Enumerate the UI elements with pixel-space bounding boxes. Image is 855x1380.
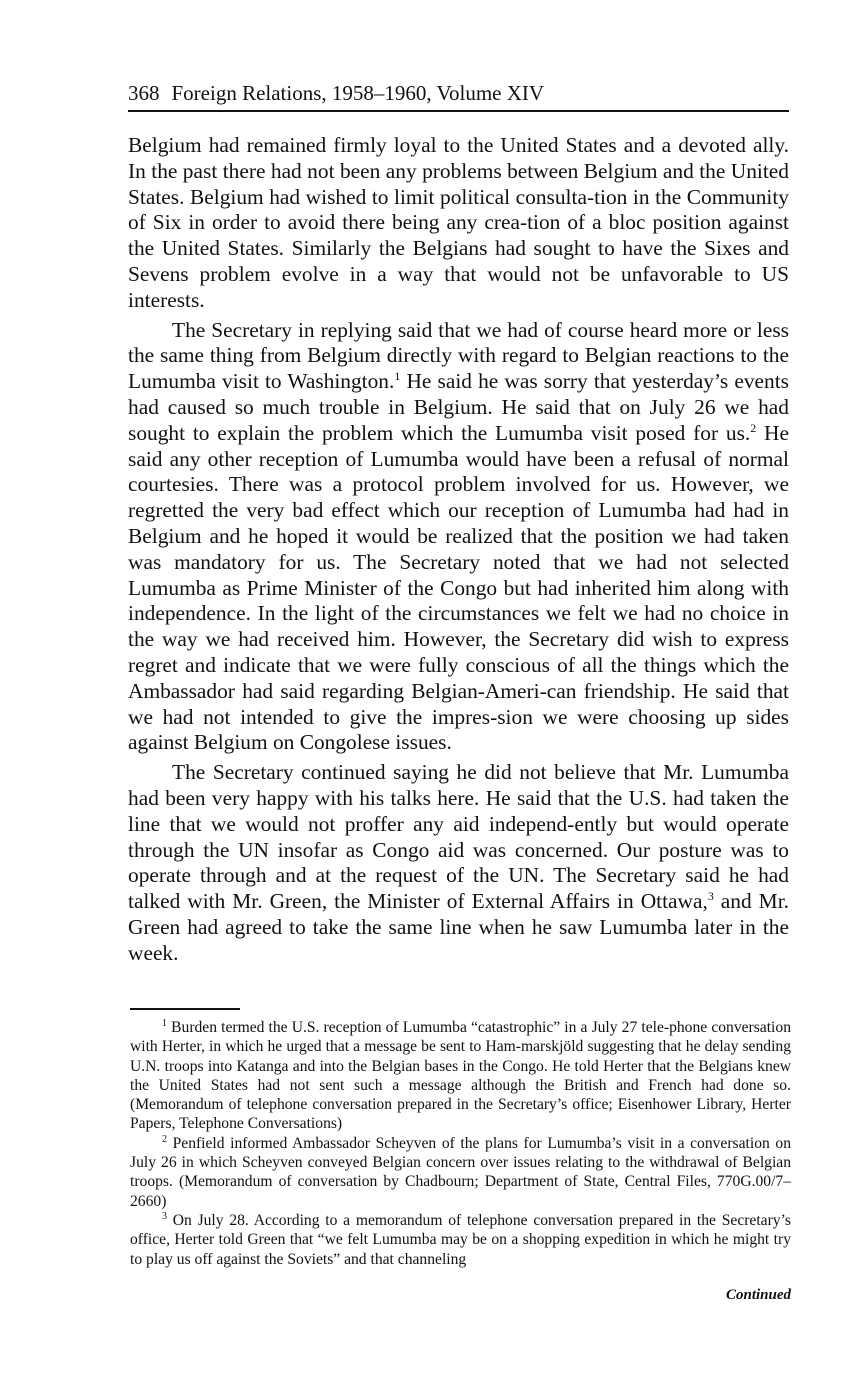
footnote-ref-1: 1	[394, 369, 401, 384]
continued-label: Continued	[725, 1287, 791, 1303]
main-text	[128, 133, 789, 971]
volume-title: Foreign Relations, 1958–1960, Volume XIV	[171, 81, 545, 105]
footnote-ref-3: 3	[707, 889, 714, 904]
footnote-3: $^3$ On July 28. According to a memorandum of telephone conversation prepared in the Secretary’s office, Herter told Green that “we felt Lumumba may be on a shopping expedition in which he might try to play us off against the Soviets” and that channeling	[130, 1210, 791, 1268]
footnote-ref-2: 2	[750, 420, 757, 435]
footnotes	[130, 1018, 791, 1269]
footnote-divider	[130, 1008, 240, 1010]
paragraph-3: The Secretary continued saying he did not believe that Mr. Lumumba had been very happy with his talks here. He said that the U.S. had taken the line that we would not proffer any aid independ-ently but would operate through the UN insofar as Congo aid was concerned. Our posture was to operate through and at the request of the UN. The Secretary said he had talked with Mr. Green, the Minister of External Affairs in Ottawa,$^3$ and Mr. Green had agreed to take the same line when he saw Lumumba later in the week.	[128, 760, 789, 965]
footnote-1: $^1$ Burden termed the U.S. reception of Lumumba “catastrophic” in a July 27 tele-phone conversation with Herter, in which he urged that a message be sent to Ham-marskjöld suggesting that he delay sending U.N. troops into Katanga and into the Belgian bases in the Congo. He told Herter that the Belgians knew the United States had not sent such a message although the British and French had done so. (Memorandum of telephone conversation prepared in the Secretary’s office; Eisenhower Library, Herter Papers, Telephone Conversations)	[130, 1018, 791, 1133]
paragraph-2: The Secretary in replying said that we had of course heard more or less the same thing from Belgium directly with regard to Belgian reactions to the Lumumba visit to Washington.$^1$ He said he was sorry that yesterday’s events had caused so much trouble in Belgium. He said that on July 26 we had sought to explain the problem which the Lumumba visit posed for us.$^2$ He said any other reception of Lumumba would have been a refusal of normal courtesies. There was a protocol problem involved for us. However, we regretted the very bad effect which our reception of Lumumba had had in Belgium and he hoped it would be realized that the position we had taken was mandatory for us. The Secretary noted that we had not selected Lumumba as Prime Minister of the Congo but had inherited him along with independence. In the light of the circumstances we felt we had no choice in the way we had received him. However, the Secretary did wish to express regret and indicate that we were fully conscious of all the things which the Ambassador had said regarding Belgian-Ameri-can friendship. He said that we had not intended to give the impres-sion we were choosing up sides against Belgium on Congolese issues.	[128, 317, 789, 755]
footnote-2: $^2$ Penfield informed Ambassador Scheyven of the plans for Lumumba’s visit in a conversation on July 26 in which Scheyven conveyed Belgian concern over issues relating to the withdrawal of Belgian troops. (Memorandum of conversation by Chadbourn; Department of State, Central Files, 770G.00/7–2660)	[130, 1133, 791, 1210]
page-number: 368	[128, 81, 160, 105]
running-header	[128, 80, 789, 112]
paragraph-1: Belgium had remained firmly loyal to the United States and a devoted ally. In the past there had not been any problems between Belgium and the United States. Belgium had wished to limit political consulta-tion in the Community of Six in order to avoid there being any crea-tion of a bloc position against the United States. Similarly the Belgians had sought to have the Sixes and Sevens problem evolve in a way that would not be unfavorable to US interests.	[128, 133, 789, 312]
